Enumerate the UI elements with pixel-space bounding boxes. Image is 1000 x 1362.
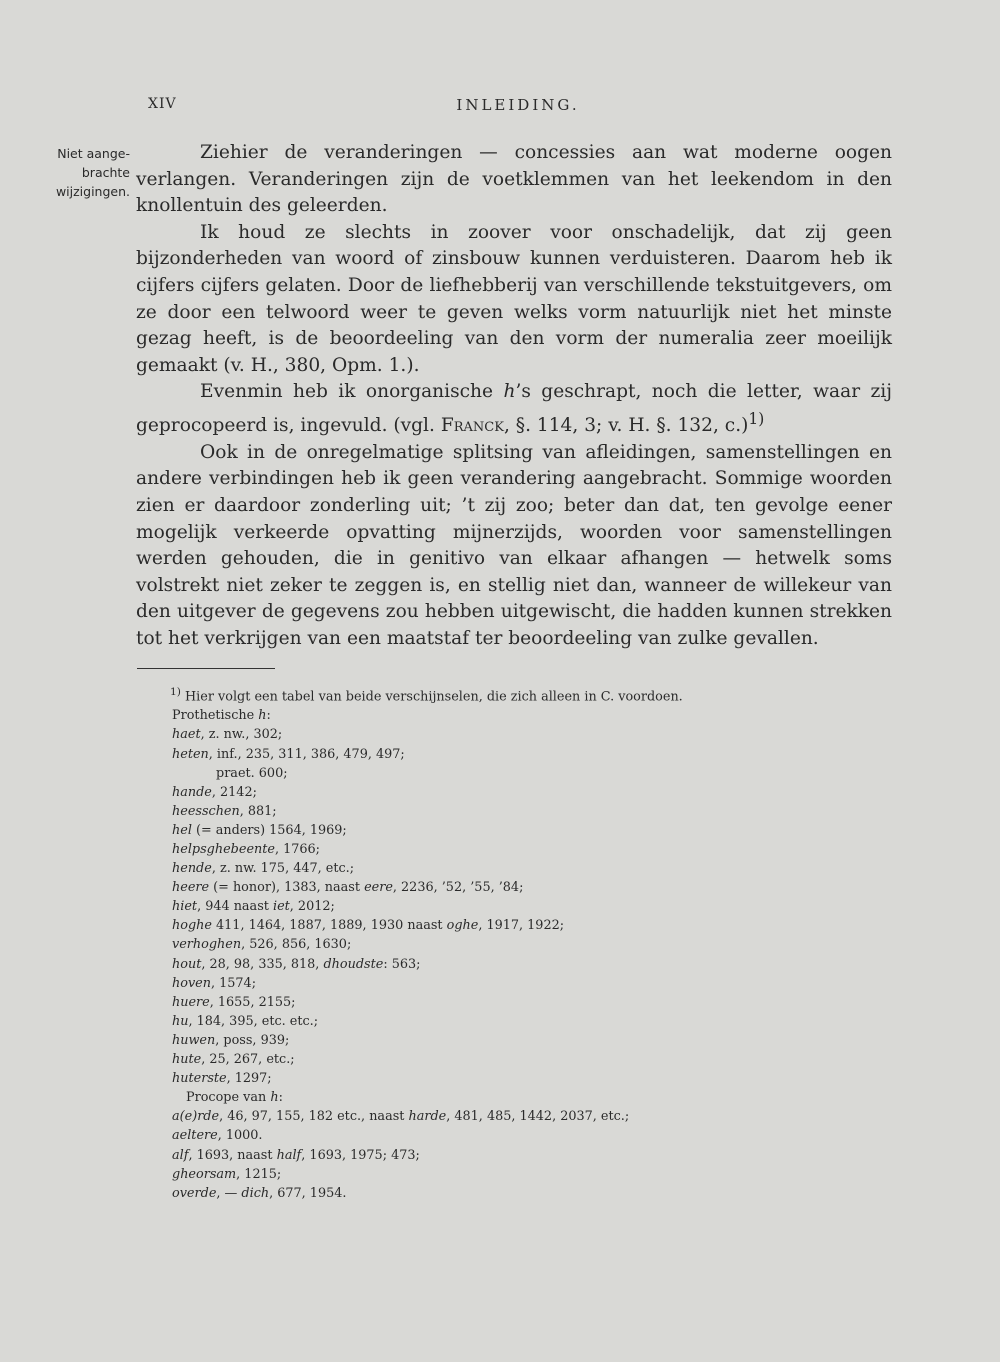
entry-text: , 25, 267, etc.; [201,1052,295,1068]
entry-word: heere [172,880,210,896]
entry-word: hu [172,1013,189,1029]
entry-text: , 1215; [236,1166,282,1182]
prothetische-list [172,725,772,1088]
heading-colon: : [266,708,271,724]
entry-word: heesschen [172,803,240,819]
footnote-intro-text: Hier volgt een tabel van beide verschijnselen, die zich alleen in C. voordoen. [180,689,683,705]
footnote-entry [172,1107,772,1126]
entry-word: gheorsam [172,1166,237,1182]
prothetische-heading [172,706,772,725]
footnote-entry [172,1069,772,1088]
footnote-entry [172,821,772,840]
entry-word: a(e)rde [172,1109,220,1125]
footnote-entry [172,993,772,1012]
entry-text: , 881; [239,803,277,819]
entry-text: , 1693, naast [188,1147,277,1163]
paragraph-3 [136,379,892,439]
footnote-entry [172,1165,772,1184]
margin-note-line: Niet aange- [57,146,130,161]
footnote-entry [172,783,772,802]
footnote-entry [172,916,772,935]
entry-text: , 944 naast [197,899,273,915]
heading-text: Procope van [186,1090,271,1106]
entry-text: , 1655, 2155; [209,994,296,1010]
entry-word: hende [172,861,212,877]
entry-text: (= honor), 1383, naast [209,880,365,896]
footnote-block [172,682,772,1203]
running-title: INLEIDING. [456,96,580,114]
margin-note [34,144,130,201]
entry-word: iet [272,899,290,915]
entry-text: , z. nw., 302; [200,727,283,743]
paragraph-1: Ziehier de veranderingen — concessies aan wat moderne oogen verlangen. Veranderingen zijn de voetklemmen van het leekendom in den knollentuin des geleerden. [136,142,892,217]
entry-text: , 2012; [289,899,335,915]
entry-text: , — [216,1185,242,1201]
margin-note-line: brachte [81,165,130,180]
entry-word: huterste [172,1071,227,1087]
entry-text: , 481, 485, 1442, 2037, etc.; [446,1109,630,1125]
entry-word: huere [172,994,210,1010]
entry-text: , z. nw. 175, 447, etc.; [211,861,355,877]
entry-text: , 2236, ’52, ’55, ’84; [392,880,524,896]
footnote-ref: 1) [748,409,765,428]
entry-word: hute [172,1052,202,1068]
footnote-entry [172,897,772,916]
author-name: Franck [440,415,504,437]
entry-word: hoghe [172,918,212,934]
footnote-entry [172,955,772,974]
entry-text: 411, 1464, 1887, 1889, 1930 naast [211,918,447,934]
entry-word: heten [172,746,209,762]
entry-word: helpsghebeente [172,842,275,858]
footnote-entry [172,1012,772,1031]
footnote-entry [172,725,772,744]
entry-text: , 1693, 1975; 473; [301,1147,420,1163]
heading-letter: h [258,708,267,724]
entry-word: alf [172,1147,189,1163]
footnote-marker: 1) [170,685,181,698]
entry-text: (= anders) 1564, 1969; [191,822,347,838]
footnote-entry [172,859,772,878]
entry-word: huwen [172,1032,216,1048]
paragraph-4: Ook in de onregelmatige splitsing van afleidingen, samenstellingen en andere verbindingen heb ik geen verandering aangebracht. Sommige woorden zien er daardoor zonderling uit; ’t zij zoo; beter dan dat, ten gevolge eener mogelijk verkeerde opvatting mijnerzijds, woorden voor samenstellingen werden gehouden, die in genitivo van elkaar afhangen — hetwelk soms volstrekt niet zeker te zeggen is, en stellig niet dan, wanneer de willekeur van den uitgever de gegevens zou hebben uitgewischt, die hadden kunnen strekken tot het verkrijgen van een maatstaf ter beoordeeling van zulke gevallen. [136,441,892,649]
heading-text: Prothetische [172,708,259,724]
entry-word: verhoghen [172,937,242,953]
paragraph-3-text: ’s geschrapt, noch die letter, waar zij geprocopeerd is, ingevuld. (vgl. [136,381,892,437]
procope-heading [172,1088,772,1107]
main-text [136,140,892,652]
entry-word: overde [172,1185,217,1201]
entry-word: oghe [446,918,479,934]
entry-word: half [276,1147,302,1163]
heading-colon: : [278,1090,283,1106]
footnote-entry [172,1184,772,1203]
entry-text: , 526, 856, 1630; [241,937,352,953]
paragraph-3-letter: h [503,381,516,403]
footnote-entry [172,974,772,993]
page-number: XIV [148,96,177,112]
entry-word: hout [172,956,202,972]
footnote-entry [172,745,772,764]
entry-text: praet. 600; [216,765,288,781]
entry-text: , inf., 235, 311, 386, 479, 497; [208,746,405,762]
paragraph-3-text: Evenmin heb ik onorganische [200,381,504,403]
footnote-entry [172,1146,772,1165]
footnote-entry [172,1126,772,1145]
entry-text: , 1297; [226,1071,272,1087]
entry-text: , 28, 98, 335, 818, [201,956,324,972]
entry-text: , 1766; [274,842,320,858]
footnote-entry [172,878,772,897]
entry-text: , 677, 1954. [269,1185,347,1201]
entry-text: , poss, 939; [215,1032,290,1048]
footnote-entry [172,840,772,859]
entry-word: hiet [172,899,198,915]
entry-text: , 1000. [217,1128,263,1144]
footnote-entry [172,1050,772,1069]
footnote-entry [172,1031,772,1050]
footnote-intro [172,682,772,706]
entry-text: , 46, 97, 155, 182 etc., naast [219,1109,409,1125]
entry-word: harde [408,1109,447,1125]
entry-text: , 184, 395, etc. etc.; [188,1013,319,1029]
entry-word: hel [172,822,192,838]
procope-list [172,1107,772,1202]
entry-word: haet [172,727,201,743]
entry-word: aeltere [172,1128,218,1144]
page-header [148,96,888,120]
entry-word: hoven [172,975,211,991]
footnote-entry [172,764,772,783]
entry-word: dhoudste [323,956,384,972]
paragraph-2: Ik houd ze slechts in zoover voor onschadelijk, dat zij geen bijzonderheden van woord of zinsbouw kunnen verduisteren. Daarom heb ik cijfers cijfers gelaten. Door de liefhebberij van verschillende tekstuitgevers, om ze door een telwoord weer te geven welks vorm natuurlijk niet het minste gezag heeft, is de beoordeeling van den vorm der numeralia zeer moeilijk gemaakt (v. H., 380, Opm. 1.). [136,221,892,376]
entry-text: , 1574; [211,975,257,991]
entry-text: , 1917, 1922; [478,918,565,934]
footnote-entry [172,935,772,954]
footnote-rule [137,668,275,669]
entry-word: eere [364,880,393,896]
footnote-entry [172,802,772,821]
entry-word: dich [241,1185,270,1201]
margin-note-line: wijzigingen. [55,184,130,199]
entry-word: hande [172,784,212,800]
entry-text: : 563; [383,956,421,972]
heading-letter: h [270,1090,279,1106]
entry-text: , 2142; [211,784,257,800]
paragraph-3-text: , §. 114, 3; v. H. §. 132, c.) [503,415,749,437]
